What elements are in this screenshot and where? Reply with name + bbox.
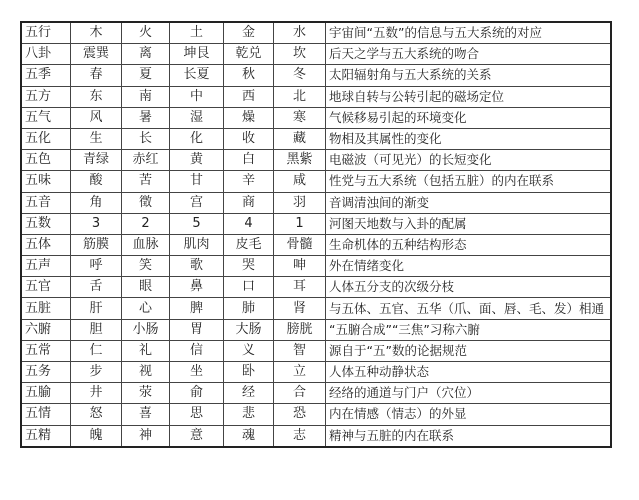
- element-cell: 北: [274, 86, 326, 107]
- element-cell: 血脉: [122, 234, 170, 255]
- element-cell: 酸: [71, 171, 122, 192]
- element-cell: 东: [71, 86, 122, 107]
- element-cell: 春: [71, 65, 122, 86]
- element-cell: 商: [224, 192, 274, 213]
- element-cell: 肌肉: [170, 234, 224, 255]
- row-label: 五方: [21, 86, 71, 107]
- element-cell: 5: [170, 213, 224, 234]
- row-description: 精神与五脏的内在联系: [326, 425, 612, 447]
- element-cell: 魂: [224, 425, 274, 447]
- table-row: [21, 362, 611, 383]
- row-label: 五味: [21, 171, 71, 192]
- element-cell: 口: [224, 277, 274, 298]
- row-label: 五腧: [21, 383, 71, 404]
- row-label: 五行: [21, 22, 71, 44]
- element-cell: 骨髓: [274, 234, 326, 255]
- element-cell: 南: [122, 86, 170, 107]
- element-cell: 坐: [170, 362, 224, 383]
- element-cell: 小肠: [122, 319, 170, 340]
- element-cell: 乾兑: [224, 44, 274, 65]
- element-cell: 西: [224, 86, 274, 107]
- row-description: 性党与五大系统（包括五脏）的内在联系: [326, 171, 612, 192]
- element-cell: 义: [224, 340, 274, 361]
- table-row: [21, 107, 611, 128]
- table-row: [21, 404, 611, 425]
- row-label: 五脏: [21, 298, 71, 319]
- row-description: 宇宙间“五数”的信息与五大系统的对应: [326, 22, 612, 44]
- row-description: 物相及其属性的变化: [326, 128, 612, 149]
- row-label: 五化: [21, 128, 71, 149]
- table-row: [21, 340, 611, 361]
- element-cell: 木: [71, 22, 122, 44]
- row-label: 五常: [21, 340, 71, 361]
- five-elements-table: [20, 21, 612, 448]
- element-cell: 离: [122, 44, 170, 65]
- element-cell: 神: [122, 425, 170, 447]
- element-cell: 中: [170, 86, 224, 107]
- element-cell: 耳: [274, 277, 326, 298]
- element-cell: 信: [170, 340, 224, 361]
- element-cell: 赤红: [122, 150, 170, 171]
- row-label: 五官: [21, 277, 71, 298]
- row-label: 五声: [21, 256, 71, 277]
- table-row: [21, 192, 611, 213]
- element-cell: 坎: [274, 44, 326, 65]
- element-cell: 湿: [170, 107, 224, 128]
- element-cell: 燥: [224, 107, 274, 128]
- element-cell: 笑: [122, 256, 170, 277]
- row-description: 外在情绪变化: [326, 256, 612, 277]
- element-cell: 震巽: [71, 44, 122, 65]
- row-label: 五气: [21, 107, 71, 128]
- element-cell: 魄: [71, 425, 122, 447]
- element-cell: 荥: [122, 383, 170, 404]
- table-row: [21, 383, 611, 404]
- table-row: [21, 425, 611, 447]
- element-cell: 胃: [170, 319, 224, 340]
- element-cell: 俞: [170, 383, 224, 404]
- row-description: 电磁波（可见光）的长短变化: [326, 150, 612, 171]
- element-cell: 悲: [224, 404, 274, 425]
- element-cell: 井: [71, 383, 122, 404]
- element-cell: 步: [71, 362, 122, 383]
- element-cell: 白: [224, 150, 274, 171]
- element-cell: 金: [224, 22, 274, 44]
- row-label: 八卦: [21, 44, 71, 65]
- element-cell: 藏: [274, 128, 326, 149]
- row-label: 五精: [21, 425, 71, 447]
- row-description: 生命机体的五种结构形态: [326, 234, 612, 255]
- element-cell: 角: [71, 192, 122, 213]
- element-cell: 立: [274, 362, 326, 383]
- element-cell: 思: [170, 404, 224, 425]
- element-cell: 冬: [274, 65, 326, 86]
- element-cell: 羽: [274, 192, 326, 213]
- element-cell: 黄: [170, 150, 224, 171]
- element-cell: 青绿: [71, 150, 122, 171]
- element-cell: 舌: [71, 277, 122, 298]
- element-cell: 收: [224, 128, 274, 149]
- element-cell: 甘: [170, 171, 224, 192]
- table-row: [21, 22, 611, 44]
- element-cell: 化: [170, 128, 224, 149]
- element-cell: 歌: [170, 256, 224, 277]
- row-description: 内在情感（情志）的外显: [326, 404, 612, 425]
- row-label: 五色: [21, 150, 71, 171]
- element-cell: 筋膜: [71, 234, 122, 255]
- table-row: [21, 86, 611, 107]
- element-cell: 经: [224, 383, 274, 404]
- row-label: 五情: [21, 404, 71, 425]
- row-description: 与五体、五官、五华（爪、面、唇、毛、发）相通: [326, 298, 612, 319]
- element-cell: 4: [224, 213, 274, 234]
- row-description: 音调清浊间的渐变: [326, 192, 612, 213]
- element-cell: 水: [274, 22, 326, 44]
- row-label: 五体: [21, 234, 71, 255]
- row-label: 五数: [21, 213, 71, 234]
- row-label: 五务: [21, 362, 71, 383]
- element-cell: 呻: [274, 256, 326, 277]
- element-cell: 风: [71, 107, 122, 128]
- row-label: 五音: [21, 192, 71, 213]
- element-cell: 胆: [71, 319, 122, 340]
- row-label: 六腑: [21, 319, 71, 340]
- element-cell: 长: [122, 128, 170, 149]
- element-cell: 咸: [274, 171, 326, 192]
- table-row: [21, 277, 611, 298]
- row-description: 人体五分支的次级分枝: [326, 277, 612, 298]
- element-cell: 脾: [170, 298, 224, 319]
- element-cell: 呼: [71, 256, 122, 277]
- element-cell: 苦: [122, 171, 170, 192]
- element-cell: 仁: [71, 340, 122, 361]
- row-description: 气候移易引起的环境变化: [326, 107, 612, 128]
- element-cell: 礼: [122, 340, 170, 361]
- element-cell: 怒: [71, 404, 122, 425]
- table-row: [21, 44, 611, 65]
- element-cell: 黑紫: [274, 150, 326, 171]
- element-cell: 坤艮: [170, 44, 224, 65]
- table-row: [21, 213, 611, 234]
- element-cell: 3: [71, 213, 122, 234]
- table-body: [21, 22, 611, 447]
- element-cell: 生: [71, 128, 122, 149]
- element-cell: 火: [122, 22, 170, 44]
- table-row: [21, 65, 611, 86]
- element-cell: 恐: [274, 404, 326, 425]
- element-cell: 哭: [224, 256, 274, 277]
- element-cell: 夏: [122, 65, 170, 86]
- row-description: 后天之学与五大系统的吻合: [326, 44, 612, 65]
- table-row: [21, 298, 611, 319]
- table-row: [21, 171, 611, 192]
- element-cell: 意: [170, 425, 224, 447]
- element-cell: 志: [274, 425, 326, 447]
- element-cell: 2: [122, 213, 170, 234]
- element-cell: 心: [122, 298, 170, 319]
- element-cell: 暑: [122, 107, 170, 128]
- row-label: 五季: [21, 65, 71, 86]
- element-cell: 辛: [224, 171, 274, 192]
- element-cell: 土: [170, 22, 224, 44]
- element-cell: 肾: [274, 298, 326, 319]
- element-cell: 肝: [71, 298, 122, 319]
- element-cell: 视: [122, 362, 170, 383]
- row-description: “五腑合成”“三焦”习称六腑: [326, 319, 612, 340]
- row-description: 地球自转与公转引起的磁场定位: [326, 86, 612, 107]
- element-cell: 宫: [170, 192, 224, 213]
- element-cell: 1: [274, 213, 326, 234]
- element-cell: 喜: [122, 404, 170, 425]
- element-cell: 肺: [224, 298, 274, 319]
- element-cell: 膀胱: [274, 319, 326, 340]
- row-description: 源自于“五”数的论据规范: [326, 340, 612, 361]
- table-row: [21, 256, 611, 277]
- element-cell: 卧: [224, 362, 274, 383]
- element-cell: 眼: [122, 277, 170, 298]
- table-row: [21, 128, 611, 149]
- element-cell: 大肠: [224, 319, 274, 340]
- element-cell: 合: [274, 383, 326, 404]
- element-cell: 徵: [122, 192, 170, 213]
- element-cell: 秋: [224, 65, 274, 86]
- element-cell: 寒: [274, 107, 326, 128]
- element-cell: 鼻: [170, 277, 224, 298]
- row-description: 人体五种动静状态: [326, 362, 612, 383]
- table-row: [21, 319, 611, 340]
- element-cell: 长夏: [170, 65, 224, 86]
- element-cell: 皮毛: [224, 234, 274, 255]
- element-cell: 智: [274, 340, 326, 361]
- row-description: 经络的通道与门户（穴位）: [326, 383, 612, 404]
- table-row: [21, 150, 611, 171]
- table-row: [21, 234, 611, 255]
- row-description: 太阳辐射角与五大系统的关系: [326, 65, 612, 86]
- row-description: 河图天地数与入卦的配属: [326, 213, 612, 234]
